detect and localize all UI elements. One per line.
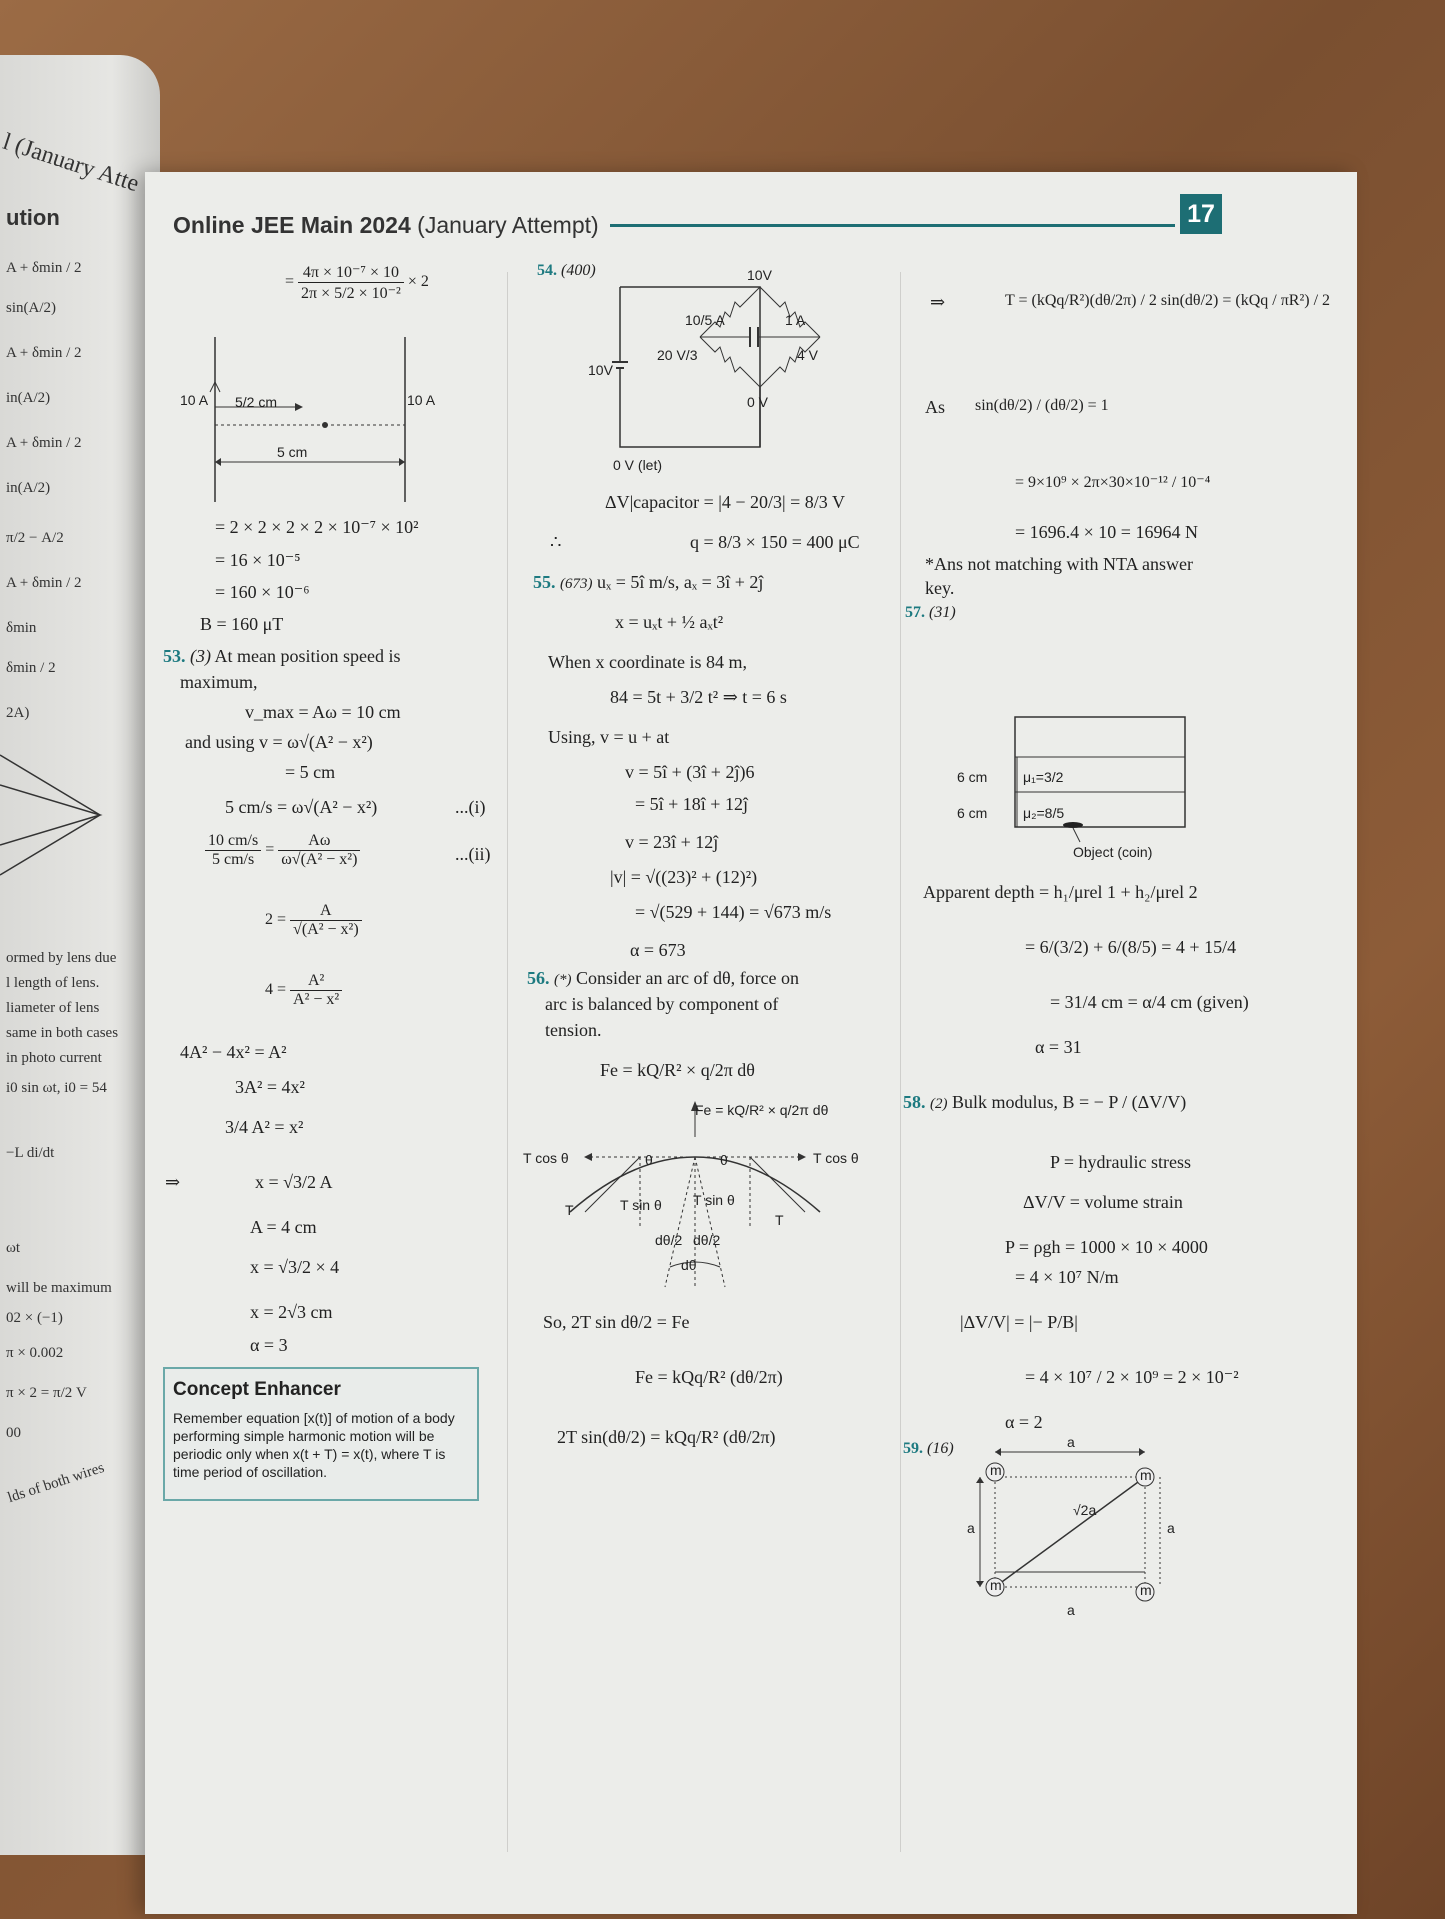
eq-denominator: 5 cm/s (212, 851, 255, 868)
question-56 (527, 968, 799, 989)
note-text: *Ans not matching with NTA answer (925, 554, 1194, 574)
eq-line: x = √3/2 A (255, 1172, 333, 1192)
eq-line: x = uₓt + ½ aₓt² (615, 612, 724, 632)
eq-line: α = 3 (250, 1335, 288, 1355)
eq-line: ΔV/V = volume strain (1023, 1192, 1183, 1212)
eq-line: ΔV|capacitor = |4 − 20/3| = 8/3 V (605, 492, 845, 512)
prev-line: A + δmin / 2 (6, 345, 82, 361)
eq-denominator: √(A² − x²) (293, 921, 359, 938)
question-55 (533, 572, 763, 593)
therefore-symbol: ∴ (550, 532, 562, 552)
eq-line: = 9×10⁹ × 2π×30×10⁻¹² / 10⁻⁴ (1015, 474, 1211, 491)
prev-line: π × 2 = π/2 V (6, 1385, 87, 1401)
prev-line: will be maximum (6, 1280, 112, 1296)
page-header (173, 212, 599, 239)
eq-line: 5 cm/s = ω√(A² − x²) (225, 797, 378, 817)
arc-label-dtheta: dθ (681, 1257, 697, 1273)
lens-diagram (0, 745, 110, 885)
eq-lhs: 4 = (265, 981, 287, 999)
question-54 (537, 262, 596, 280)
mass-label: m (990, 1577, 1002, 1593)
layer2-mu: μ₂=8/5 (1023, 805, 1065, 821)
header-attempt: (January Attempt) (417, 212, 599, 238)
eq-line: Using, v = u + at (548, 727, 670, 747)
arc-label-tcos-left: T cos θ (523, 1150, 569, 1166)
prev-line: A + δmin / 2 (6, 575, 82, 591)
eq-line: P = hydraulic stress (1050, 1152, 1191, 1172)
diagonal-label: √2a (1073, 1502, 1097, 1518)
circuit-diagram (590, 272, 880, 472)
fig-label-half-distance: 5/2 cm (235, 394, 278, 410)
eq-line: T = (kQq/R²)(dθ/2π) / 2 sin(dθ/2) = (kQq / πR²) / 2 (1005, 292, 1331, 309)
concept-enhancer-box (163, 1367, 479, 1501)
question-number: 56. (527, 968, 550, 988)
prev-line: in photo current (6, 1050, 102, 1066)
prev-line: A + δmin / 2 (6, 435, 82, 451)
eq-line: = 5î + 18î + 12ĵ (635, 794, 748, 814)
answer-key: (400) (561, 262, 596, 279)
eq-line: v_max = Aω = 10 cm (245, 702, 401, 722)
eq-line: = 4 × 10⁷ / 2 × 10⁹ = 2 × 10⁻² (1025, 1367, 1239, 1387)
eq-line: = 4 × 10⁷ N/m (1015, 1267, 1119, 1287)
circuit-label-ground: 0 V (let) (613, 457, 663, 473)
prev-line: liameter of lens (6, 1000, 100, 1016)
note-text: key. (925, 578, 955, 598)
eq-denominator: A² − x² (293, 991, 340, 1008)
arc-label-tcos-right: T cos θ (813, 1150, 859, 1166)
question-number: 54. (537, 262, 557, 279)
question-number: 53. (163, 646, 186, 666)
eq-line: = 160 × 10⁻⁶ (215, 582, 310, 602)
eq-line: q = 8/3 × 150 = 400 μC (690, 532, 860, 552)
circuit-label-voltage2: 4 V (797, 347, 819, 363)
prev-line: δmin / 2 (6, 660, 56, 676)
eq-line: A = 4 cm (250, 1217, 317, 1237)
arc-label-t-left: T (565, 1202, 574, 1218)
arc-label-half-dtheta: dθ/2 (655, 1232, 683, 1248)
prev-line: π/2 − A/2 (6, 530, 64, 546)
eq-line: v = 23î + 12ĵ (625, 832, 719, 852)
mass-label: m (990, 1462, 1002, 1478)
side-label-right: a (1167, 1520, 1175, 1536)
eq-line: sin(dθ/2) / (dθ/2) = 1 (975, 397, 1109, 414)
eq-line: |v| = √((23)² + (12)²) (610, 867, 758, 887)
question-text: maximum, (180, 672, 258, 692)
eq-line: 4A² − 4x² = A² (180, 1042, 287, 1062)
answer-key: (2) (930, 1096, 948, 1112)
side-label-top: a (1067, 1434, 1075, 1450)
eq-line: = 5 cm (285, 762, 336, 782)
eq-tag: ...(i) (455, 797, 486, 817)
eq-line: v = 5î + (3î + 2ĵ)6 (625, 762, 755, 782)
eq-line: α = 31 (1035, 1037, 1082, 1057)
question-text: Consider an arc of dθ, force on (576, 968, 800, 988)
prev-line: i0 sin ωt, i0 = 54 (6, 1080, 107, 1096)
eq-line: = 6/(3/2) + 6/(8/5) = 4 + 15/4 (1025, 937, 1237, 957)
implies-symbol: ⇒ (165, 1172, 181, 1192)
prev-section: ution (6, 205, 60, 230)
eq-line: = 16 × 10⁻⁵ (215, 550, 301, 570)
prev-line: l length of lens. (6, 975, 100, 991)
eq-line: Fe = kQ/R² × q/2π dθ (600, 1060, 755, 1080)
eq-line: Fe = kQq/R² (dθ/2π) (635, 1367, 783, 1387)
arc-label-t-right: T (775, 1212, 784, 1228)
prev-line: sin(A/2) (6, 300, 56, 316)
eq-line: So, 2T sin dθ/2 = Fe (543, 1312, 690, 1332)
question-text: arc is balanced by component of (545, 994, 779, 1014)
circuit-label-left: 10V (588, 362, 613, 378)
circuit-label-current2: 1 A (785, 312, 806, 328)
eq-line: α = 673 (630, 940, 686, 960)
prev-line: δmin (6, 620, 37, 636)
eq-numerator: 10 cm/s (205, 832, 261, 851)
arc-label-theta: θ (645, 1152, 653, 1168)
as-label: As (925, 397, 946, 417)
page-number: 17 (1180, 194, 1222, 234)
question-number: 58. (903, 1092, 926, 1112)
book-page (145, 172, 1357, 1914)
eq-line: and using v = ω√(A² − x²) (185, 732, 373, 752)
column-divider (507, 272, 508, 1852)
prev-line: π × 0.002 (6, 1345, 64, 1361)
eq-line: When x coordinate is 84 m, (548, 652, 747, 672)
eq-line: |ΔV/V| = |− P/B| (960, 1312, 1078, 1332)
eq-line: = 31/4 cm = α/4 cm (given) (1050, 992, 1249, 1012)
layer1-height: 6 cm (957, 769, 988, 785)
question-number: 57. (905, 604, 925, 621)
eq-numerator: A² (290, 972, 342, 991)
eq-multiplier: × 2 (407, 273, 429, 291)
eq-line: α = 2 (1005, 1412, 1043, 1432)
eq-fraction (265, 972, 342, 1009)
implies-symbol: ⇒ (930, 292, 946, 312)
eq-lhs: 2 = (265, 911, 287, 929)
prev-line: lds of both wires (5, 1459, 107, 1507)
question-text: uₓ = 5î m/s, aₓ = 3î + 2ĵ (597, 572, 764, 592)
mass-label: m (1140, 1467, 1152, 1483)
eq-line: 2T sin(dθ/2) = kQq/R² (dθ/2π) (557, 1427, 776, 1447)
box-title: Concept Enhancer (173, 1379, 341, 1400)
fig-label-distance: 5 cm (277, 444, 308, 460)
wires-figure (175, 337, 475, 507)
answer-key: (31) (929, 604, 956, 621)
answer-key: (16) (927, 1440, 954, 1457)
fig-label-current-right: 10 A (407, 392, 436, 408)
eq-line: P = ρgh = 1000 × 10 × 4000 (1005, 1237, 1208, 1257)
question-57 (905, 604, 956, 622)
side-label-bottom: a (1067, 1602, 1075, 1618)
question-58 (903, 1092, 1186, 1113)
eq-line: = √(529 + 144) = √673 m/s (635, 902, 832, 922)
prev-line: 2A) (6, 705, 30, 721)
question-number: 55. (533, 572, 556, 592)
answer-key: (3) (190, 646, 211, 666)
question-text: At mean position speed is (214, 646, 401, 666)
side-label-left: a (967, 1520, 975, 1536)
liquid-layers-diagram (995, 712, 1195, 862)
eq-fraction (265, 902, 362, 939)
eq-numerator: A (290, 902, 362, 921)
eq-denominator: 2π × 5/2 × 10⁻² (301, 285, 401, 302)
layer1-mu: μ₁=3/2 (1023, 769, 1064, 785)
eq-numerator: Aω (278, 832, 360, 851)
arc-label-tsin-left: T sin θ (620, 1197, 662, 1213)
eq-numerator: 4π × 10⁻⁷ × 10 (298, 262, 404, 283)
prev-running-title: l (January Atte (0, 128, 143, 198)
question-59 (903, 1440, 954, 1458)
previous-page (0, 55, 160, 1855)
mass-label: m (1140, 1582, 1152, 1598)
column-divider (900, 272, 901, 1852)
arc-label-tsin-right: T sin θ (693, 1192, 735, 1208)
eq-denominator: ω√(A² − x²) (281, 851, 358, 868)
prev-line: 02 × (−1) (6, 1310, 63, 1326)
eq-line: B = 160 μT (200, 614, 284, 634)
header-title: Online JEE Main 2024 (173, 212, 411, 238)
eq-line: 3A² = 4x² (235, 1077, 305, 1097)
arc-label-half-dtheta: dθ/2 (693, 1232, 721, 1248)
prev-line: in(A/2) (6, 480, 51, 496)
circuit-label-top: 10V (747, 267, 772, 283)
arc-label-fe: Fe = kQ/R² × q/2π dθ (695, 1102, 829, 1118)
fig-label-current-left: 10 A (180, 392, 209, 408)
object-label: Object (coin) (1073, 844, 1153, 860)
eq-ratio: $\frac{10 cm/s}{5 cm/s}$ = $\frac{A\omega}{\text{ω√(A² − x²)}}$ (205, 832, 360, 869)
prev-line: ωt (6, 1240, 21, 1256)
eq-line: = 1696.4 × 10 = 16964 N (1015, 522, 1198, 542)
answer-key: (*) (554, 972, 572, 988)
question-number: 59. (903, 1440, 923, 1457)
header-rule (610, 224, 1175, 227)
circuit-label-voltage1: 20 V/3 (657, 347, 698, 363)
eq-line: Apparent depth = h₁/μrel 1 + h₂/μrel 2 (923, 882, 1198, 902)
eq-line: x = √3/2 × 4 (250, 1257, 340, 1277)
prev-line: 00 (6, 1425, 21, 1441)
prev-line: same in both cases (6, 1025, 119, 1041)
question-text: Bulk modulus, B = − P / (ΔV/V) (952, 1092, 1187, 1112)
prev-line: ormed by lens due (6, 950, 117, 966)
eq-line: = 2 × 2 × 2 × 2 × 10⁻⁷ × 10² (215, 517, 419, 537)
circuit-label-current1: 10/5 A (685, 312, 725, 328)
layer2-height: 6 cm (957, 805, 988, 821)
answer-key: (673) (560, 576, 593, 592)
question-53 (163, 646, 401, 667)
eq-fraction: = $\frac{\text{4π × 10⁻⁷ × 10}}{\text{2π × 5/2 × 10⁻²}}$ × 2 (285, 264, 429, 302)
prev-line: in(A/2) (6, 390, 51, 406)
eq-line: 3/4 A² = x² (225, 1117, 304, 1137)
question-text: tension. (545, 1020, 602, 1040)
circuit-label-voltage3: 0 V (747, 394, 769, 410)
box-text: Remember equation [x(t)] of motion of a body performing simple harmonic motion will be periodic only when x(t + T) = x(t), where T is time period of oscillation. (173, 1410, 455, 1480)
eq-line: x = 2√3 cm (250, 1302, 333, 1322)
eq-line: 84 = 5t + 3/2 t² ⇒ t = 6 s (610, 687, 787, 707)
prev-line: −L di/dt (6, 1145, 55, 1161)
eq-tag: ...(ii) (455, 844, 491, 864)
prev-line: A + δmin / 2 (6, 260, 82, 276)
arc-label-theta: θ (720, 1152, 728, 1168)
